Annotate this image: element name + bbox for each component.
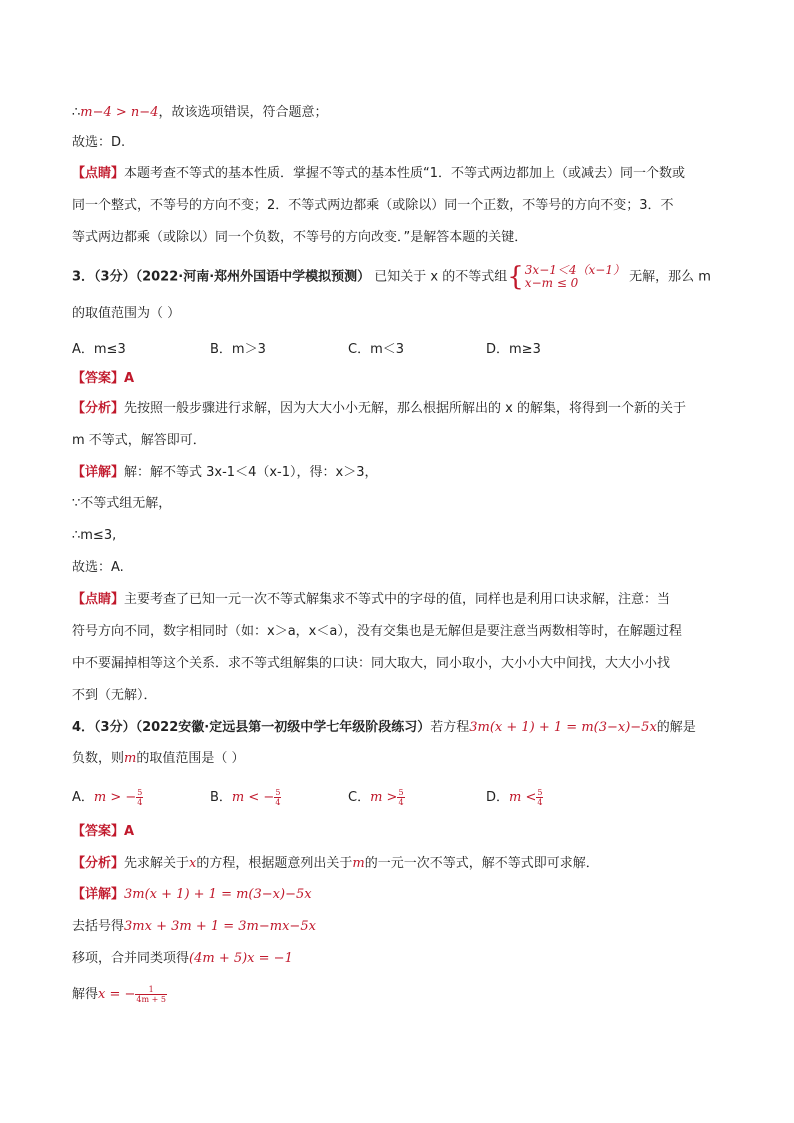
detail-line: [72, 886, 312, 904]
fraction: [135, 985, 167, 1004]
equation: 3m(x + 1) + 1 = m(3−x)−5x: [469, 720, 657, 735]
detail-line: [72, 464, 377, 482]
answer-value: A: [124, 371, 135, 386]
brace-icon: {: [507, 262, 524, 292]
math-expression: m > −: [93, 790, 137, 805]
dianjing-line: [72, 591, 670, 609]
text-line: 等式两边都乘（或除以）同一个负数，不等号的方向改变．”是解答本题的关键．: [72, 230, 528, 245]
option-a: A．m≤3: [72, 342, 126, 357]
therefore-symbol: ∴: [72, 105, 81, 120]
text-segment: 解得: [72, 987, 99, 1002]
numerator: 5: [398, 788, 404, 797]
fraction: [397, 788, 404, 807]
text-line: 故选：D.: [72, 135, 126, 150]
text-line: [72, 104, 327, 122]
text-line: 不到（无解）．: [72, 688, 157, 703]
answer-tag: 【答案】: [72, 824, 125, 839]
system-row: 3x−1＜4（x−1）: [524, 263, 625, 277]
text-segment: 的取值范围是（ ）: [136, 751, 245, 766]
option-label: B．: [210, 790, 232, 805]
option-d: D．m≥3: [486, 342, 541, 357]
text-segment: 解：解不等式 3x-1＜4（x-1），得：x＞3，: [124, 465, 378, 480]
denominator: 4: [275, 798, 281, 807]
equation: 3m(x + 1) + 1 = m(3−x)−5x: [124, 887, 312, 902]
option-a: [72, 786, 143, 807]
text-line: 符号方向不同，数字相同时（如：x＞a，x＜a），没有交集也是无解但是要注意当两数相等时，在解题过程: [72, 624, 682, 639]
step-line: [72, 918, 316, 936]
denominator: 4: [137, 798, 143, 807]
option-c: [348, 786, 405, 807]
option-b: [210, 786, 281, 807]
question-source: （2022安徽·定远县第一初级中学七年级阶段练习）: [135, 720, 431, 735]
text-segment: 移项，合并同类项得: [72, 951, 190, 966]
math-variable: x: [189, 856, 197, 871]
text-line: 同一个整式，不等号的方向不变；2．不等式两边都乘（或除以）同一个正数，不等号的方向不变；3．不: [72, 198, 674, 213]
xiangjie-tag: 【详解】: [72, 887, 125, 902]
equation: (4m + 5)x = −1: [189, 951, 293, 966]
question-4-stem: [72, 719, 696, 737]
math-variable: m: [124, 751, 137, 766]
denominator: 4: [537, 798, 543, 807]
math-variable: m: [352, 856, 365, 871]
dianjing-tag: 【点睛】: [72, 166, 125, 181]
text-segment: ，故该选项错误，符合题意；: [158, 105, 328, 120]
answer-line: [72, 370, 134, 388]
option-b: B．m＞3: [210, 342, 266, 357]
fraction: [136, 788, 143, 807]
text-segment: 的解是: [656, 720, 696, 735]
answer-tag: 【答案】: [72, 371, 125, 386]
step-line: [72, 950, 293, 968]
system-row: x−m ≤ 0: [524, 276, 579, 290]
text-line: ∴m≤3,: [72, 528, 117, 543]
text-line: 的取值范围为（ ）: [72, 306, 181, 321]
option-label: C．: [348, 790, 371, 805]
option-d: [486, 786, 543, 807]
fenxi-tag: 【分析】: [72, 401, 125, 416]
numerator: 5: [537, 788, 543, 797]
text-line: 中不要漏掉相等这个关系．求不等式组解集的口诀：同大取大，同小取小，大小小大中间找，大大小小找: [72, 656, 671, 671]
text-segment: 去括号得: [72, 919, 125, 934]
option-label: D．: [486, 790, 510, 805]
answer-line: [72, 823, 134, 841]
analysis-line: [72, 400, 686, 418]
text-segment: 负数，则: [72, 751, 125, 766]
answer-value: A: [124, 824, 135, 839]
analysis-line: [72, 855, 599, 873]
option-label: A．: [72, 790, 94, 805]
text-line: m 不等式，解答即可．: [72, 433, 206, 448]
denominator: 4: [398, 798, 404, 807]
question-number: 3．（3分）: [72, 269, 136, 285]
question-source: （2022·河南·郑州外国语中学模拟预测）: [135, 269, 371, 285]
math-expression: m >: [370, 790, 398, 805]
fraction: [274, 788, 281, 807]
step-line: [72, 985, 167, 1004]
text-line: 故选：A.: [72, 560, 124, 575]
numerator: 1: [135, 985, 167, 995]
dianjing-tag: 【点睛】: [72, 592, 125, 607]
text-segment: 主要考查了已知一元一次不等式解集求不等式中的字母的值，同样也是利用口诀求解，注意：当: [124, 592, 671, 607]
text-segment: 的一元一次不等式，解不等式即可求解．: [364, 856, 599, 871]
math-expression: m <: [509, 790, 537, 805]
text-line: ∵不等式组无解，: [72, 496, 172, 511]
question-3-stem: [72, 264, 711, 290]
question-number: 4．（3分）: [72, 720, 136, 735]
fenxi-tag: 【分析】: [72, 856, 125, 871]
text-segment: 先按照一般步骤进行求解，因为大大小小无解，那么根据所解出的 x 的解集，将得到一个新的关于: [124, 401, 686, 416]
text-line: [72, 750, 244, 768]
xiangjie-tag: 【详解】: [72, 465, 125, 480]
numerator: 5: [275, 788, 281, 797]
text-segment: 已知关于 x 的不等式组: [370, 269, 508, 285]
equation: 3mx + 3m + 1 = 3m−mx−5x: [124, 919, 316, 934]
text-segment: 先求解关于: [124, 856, 190, 871]
text-segment: 本题考查不等式的基本性质．掌握不等式的基本性质“1．不等式两边都加上（或减去）同一个数或: [124, 166, 686, 181]
numerator: 5: [137, 788, 143, 797]
inequality-system: [525, 264, 625, 290]
denominator: 4m + 5: [136, 995, 166, 1004]
option-c: C．m＜3: [348, 342, 405, 357]
equation: x = −: [98, 987, 136, 1002]
text-segment: 无解，那么 m: [624, 269, 711, 285]
fraction: [536, 788, 543, 807]
math-expression: m < −: [231, 790, 275, 805]
analysis-paragraph: [72, 165, 685, 183]
text-segment: 的方程，根据题意列出关于: [196, 856, 353, 871]
math-expression: m−4 > n−4: [80, 105, 159, 120]
text-segment: 若方程: [430, 720, 470, 735]
